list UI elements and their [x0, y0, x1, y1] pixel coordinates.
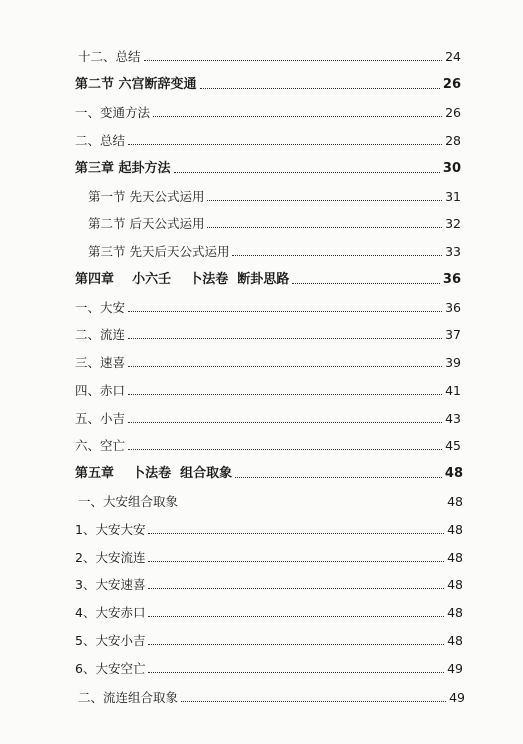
- toc-entry-title: 第二节 后天公式运用: [88, 216, 205, 231]
- toc-entry: [75, 376, 461, 398]
- toc-leader: [207, 227, 442, 228]
- toc-entry-title: 一、大安: [75, 300, 126, 315]
- toc-entry-title: 一、变通方法: [75, 105, 151, 120]
- toc-entry: [75, 459, 463, 481]
- toc-entry-title: 6、大安空亡: [75, 661, 146, 676]
- toc-leader: [128, 394, 442, 395]
- toc-entry-page: 26: [445, 105, 461, 120]
- toc-entry-title: 3、大安速喜: [75, 577, 146, 592]
- toc-entry-title: 二、总结: [75, 133, 126, 148]
- toc-entry-title: 5、大安小吉: [75, 633, 146, 648]
- toc-entry-title: 4、大安赤口: [75, 605, 146, 620]
- toc-entry: [75, 70, 461, 92]
- toc-entry: [75, 431, 461, 453]
- toc-leader: [148, 561, 444, 562]
- toc-leader: [200, 88, 440, 89]
- toc-entry-page: 45: [445, 438, 461, 453]
- toc-entry-page: 49: [449, 690, 465, 705]
- toc-entry-page: 43: [445, 411, 461, 426]
- toc-leader: [207, 200, 442, 201]
- toc-leader: [148, 533, 444, 534]
- toc-leader: [153, 116, 442, 117]
- toc-entry: [78, 683, 465, 705]
- toc-entry: [88, 209, 461, 231]
- toc-entry: [75, 348, 461, 370]
- toc-entry-title: 四、赤口: [75, 383, 126, 398]
- toc-entry-title: 第四章 小六壬 卜法卷 断卦思路: [75, 272, 290, 287]
- toc-leader: [148, 672, 444, 673]
- toc-leader: [292, 283, 440, 284]
- toc-entry-page: 28: [445, 133, 461, 148]
- toc-entry-title: 二、流连组合取象: [78, 690, 179, 705]
- toc-leader: [181, 505, 444, 506]
- toc-entry-page: 48: [447, 494, 463, 509]
- toc-entry-title: 第二节 六宫断辞变通: [75, 77, 197, 92]
- toc-leader: [232, 255, 442, 256]
- toc-entry-page: 41: [445, 383, 461, 398]
- toc-leader: [128, 366, 442, 367]
- toc-entry-title: 第五章 卜法卷 组合取象: [75, 466, 233, 481]
- toc-entry-title: 第三节 先天后天公式运用: [88, 244, 230, 259]
- toc-entry-title: 二、流连: [75, 327, 126, 342]
- toc-leader: [181, 701, 446, 702]
- toc-entry: [75, 265, 461, 287]
- toc-entry: [75, 543, 463, 565]
- toc-entry-title: 1、大安大安: [75, 522, 146, 537]
- toc-entry: [75, 654, 463, 676]
- toc-entry-page: 26: [442, 77, 461, 92]
- toc-leader: [128, 144, 442, 145]
- toc-entry-title: 十二、总结: [78, 49, 141, 64]
- toc-leader: [174, 172, 440, 173]
- toc-leader: [144, 60, 443, 61]
- toc-entry-page: 48: [444, 466, 463, 481]
- toc-entry-page: 24: [445, 49, 461, 64]
- toc-entry-page: 39: [445, 355, 461, 370]
- toc-leader: [148, 588, 444, 589]
- toc-leader: [128, 311, 442, 312]
- toc-entry: [75, 404, 461, 426]
- toc-entry: [88, 182, 461, 204]
- toc-entry-title: 六、空亡: [75, 438, 126, 453]
- toc-leader: [128, 422, 442, 423]
- toc-entry-page: 49: [447, 661, 463, 676]
- toc-leader: [148, 644, 444, 645]
- toc-entry-page: 48: [447, 550, 463, 565]
- toc-leader: [128, 338, 442, 339]
- toc-entry-title: 2、大安流连: [75, 550, 146, 565]
- toc-entry-page: 48: [447, 633, 463, 648]
- toc-entry: [75, 293, 461, 315]
- toc-entry-page: 48: [447, 577, 463, 592]
- toc-entry: [75, 515, 463, 537]
- toc-entry-page: 37: [445, 327, 461, 342]
- toc-entry-page: 36: [445, 300, 461, 315]
- toc-entry-title: 第一节 先天公式运用: [88, 189, 205, 204]
- toc-entry-page: 48: [447, 605, 463, 620]
- toc-leader: [148, 616, 444, 617]
- toc-entry-title: 三、速喜: [75, 355, 126, 370]
- toc-entry-title: 第三章 起卦方法: [75, 161, 171, 176]
- toc-entry: [75, 320, 461, 342]
- toc-entry: [78, 487, 463, 509]
- toc-entry-page: 48: [447, 522, 463, 537]
- toc-entry-page: 31: [445, 189, 461, 204]
- toc-entry-page: 32: [445, 216, 461, 231]
- toc-entry: [78, 42, 461, 64]
- toc-entry-page: 36: [442, 272, 461, 287]
- toc-entry-title: 一、大安组合取象: [78, 494, 179, 509]
- toc-entry-page: 33: [445, 244, 461, 259]
- toc-entry: [75, 98, 461, 120]
- toc-entry: [75, 570, 463, 592]
- toc-entry: [88, 237, 461, 259]
- toc-leader: [128, 449, 442, 450]
- toc-entry-page: 30: [442, 161, 461, 176]
- toc-entry: [75, 626, 463, 648]
- toc-leader: [235, 477, 442, 478]
- toc-entry: [75, 598, 463, 620]
- toc-entry-title: 五、小吉: [75, 411, 126, 426]
- toc-entry: [75, 154, 461, 176]
- toc-entry: [75, 126, 461, 148]
